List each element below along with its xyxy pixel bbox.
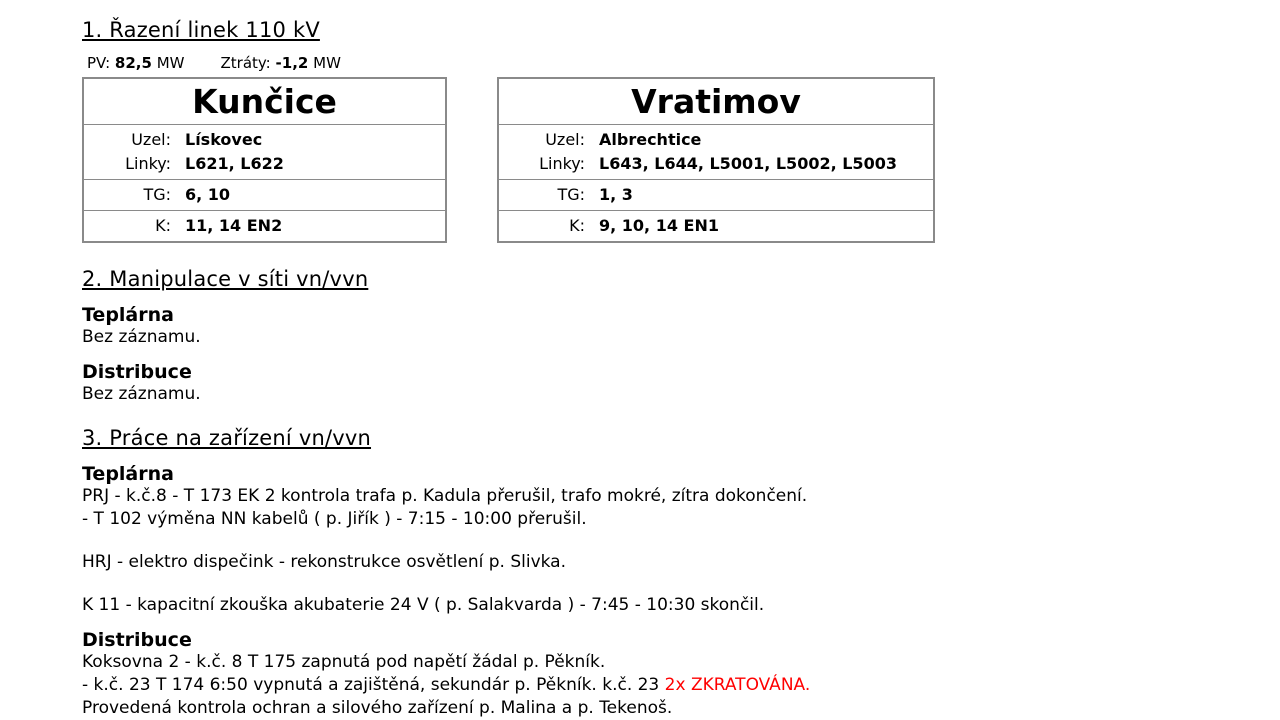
station-name: Vratimov <box>499 79 933 125</box>
station-node-group <box>499 125 933 180</box>
short-circuit-warning: 2x ZKRATOVÁNA. <box>664 675 811 695</box>
tg-label: TG: <box>143 185 171 204</box>
tg-value: 6, 10 <box>185 185 231 204</box>
prace-distribuce-line: Provedená kontrola ochran a silového zařízení p. Malina a p. Tekenoš. <box>82 698 673 718</box>
section-3-title: 3. Práce na zařízení vn/vvn <box>82 426 372 450</box>
pv-value: 82,5 <box>114 54 152 72</box>
prace-distribuce-heading: Distribuce <box>82 629 192 651</box>
station-row-k <box>499 214 933 238</box>
power-summary <box>87 54 341 72</box>
linky-value: L621, L622 <box>185 154 284 173</box>
station-tg-group <box>84 180 445 211</box>
k-label: K: <box>155 216 171 235</box>
prace-teplarna-line: HRJ - elektro dispečink - rekonstrukce osvětlení p. Slivka. <box>82 552 566 572</box>
station-row-linky <box>84 152 445 176</box>
linky-label: Linky: <box>125 154 171 173</box>
loss-unit: MW <box>313 54 341 72</box>
uzel-value: Albrechtice <box>599 130 702 149</box>
station-row-tg <box>499 183 933 207</box>
prace-teplarna-heading: Teplárna <box>82 463 174 485</box>
manipulace-distribuce-text: Bez záznamu. <box>82 384 201 404</box>
loss-value: -1,2 <box>275 54 309 72</box>
station-card-kuncice <box>82 77 447 243</box>
section-2-title: 2. Manipulace v síti vn/vvn <box>82 267 369 291</box>
prace-distribuce-line-text: - k.č. 23 T 174 6:50 vypnutá a zajištěná, sekundár p. Pěkník. k.č. 23 <box>82 675 665 695</box>
station-row-k <box>84 214 445 238</box>
uzel-label: Uzel: <box>131 130 171 149</box>
station-row-uzel <box>499 128 933 152</box>
manipulace-teplarna-text: Bez záznamu. <box>82 327 201 347</box>
prace-distribuce-line <box>82 674 810 697</box>
pv-unit: MW <box>156 54 185 72</box>
uzel-label: Uzel: <box>545 130 585 149</box>
loss-label: Ztráty: <box>220 54 271 72</box>
k-label: K: <box>569 216 585 235</box>
station-card-vratimov <box>497 77 935 243</box>
station-name: Kunčice <box>84 79 445 125</box>
k-value: 11, 14 EN2 <box>185 216 283 235</box>
tg-value: 1, 3 <box>599 185 633 204</box>
pv-label: PV: <box>87 54 111 72</box>
station-row-linky <box>499 152 933 176</box>
station-row-tg <box>84 183 445 207</box>
linky-label: Linky: <box>539 154 585 173</box>
station-row-uzel <box>84 128 445 152</box>
prace-teplarna-line: K 11 - kapacitní zkouška akubaterie 24 V ( p. Salakvarda ) - 7:45 - 10:30 skončil. <box>82 595 765 615</box>
manipulace-teplarna-heading: Teplárna <box>82 304 174 326</box>
station-tg-group <box>499 180 933 211</box>
manipulace-distribuce-heading: Distribuce <box>82 361 192 383</box>
station-k-group <box>84 211 445 241</box>
prace-teplarna-line: - T 102 výměna NN kabelů ( p. Jiřík ) - 7:15 - 10:00 přerušil. <box>82 509 587 529</box>
station-k-group <box>499 211 933 241</box>
linky-value: L643, L644, L5001, L5002, L5003 <box>599 154 897 173</box>
prace-teplarna-line: PRJ - k.č.8 - T 173 EK 2 kontrola trafa p. Kadula přerušil, trafo mokré, zítra dokončení. <box>82 486 808 506</box>
prace-distribuce-line: Koksovna 2 - k.č. 8 T 175 zapnutá pod napětí žádal p. Pěkník. <box>82 652 606 672</box>
k-value: 9, 10, 14 EN1 <box>599 216 719 235</box>
section-1-title: 1. Řazení linek 110 kV <box>82 18 320 42</box>
tg-label: TG: <box>557 185 585 204</box>
uzel-value: Lískovec <box>185 130 263 149</box>
station-node-group <box>84 125 445 180</box>
